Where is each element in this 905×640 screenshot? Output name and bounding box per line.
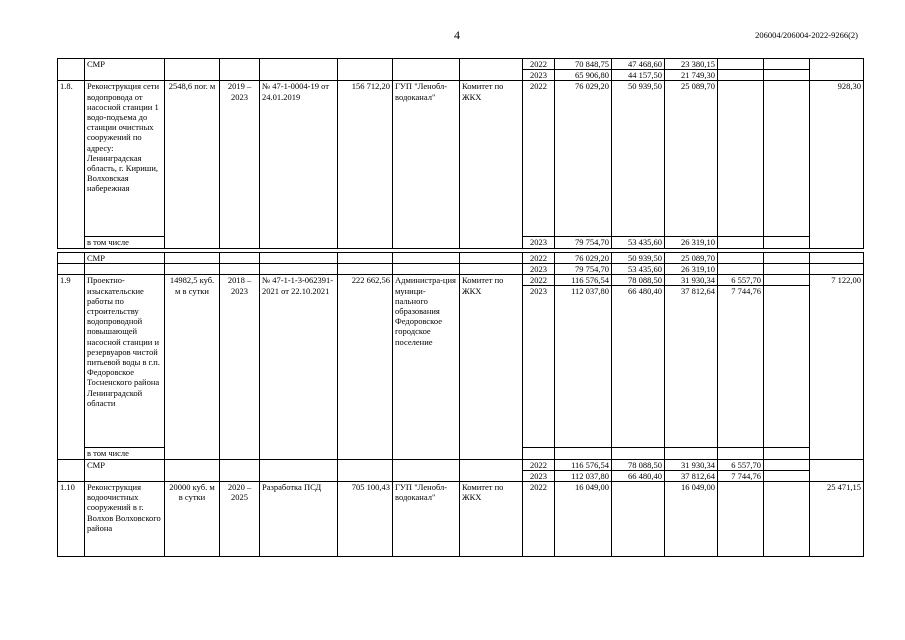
cell-value: 78 088,50 [612, 275, 664, 286]
cell-value: 23 380,15 [665, 59, 718, 70]
cell-value: 31 930,34 [665, 459, 718, 470]
cell-year: 2023 [523, 237, 555, 248]
cell-period: 2019 – 2023 [220, 81, 260, 248]
cell-value: 53 435,60 [612, 237, 665, 248]
cell-total: 25 471,15 [810, 482, 864, 557]
cell-in-total-label: в том числе [85, 237, 165, 248]
cell-object-name: Реконструкция водоочистных сооружений в г. Волхов Волховского района [85, 482, 165, 557]
cell-value: 21 749,30 [665, 70, 718, 81]
cell-value: 25 089,70 [665, 253, 718, 264]
document-reference: 206004/206004-2022-9266(2) [755, 30, 858, 40]
cell-value: 53 435,60 [612, 264, 665, 275]
cell-value: 16 049,00 [665, 482, 718, 557]
cell-value: 70 848,75 [555, 59, 612, 70]
cell-value: 26 319,10 [665, 237, 718, 248]
table-row [58, 459, 864, 470]
cell-object-name: Реконструкция сети водопровода от насосной станции 1 водо-подъема до станции очистных сооружений по адресу: Ленинградская область, г. Кириши, Волховская набережная [85, 81, 165, 237]
cell-value: 31 930,34 [665, 275, 717, 286]
cell-value: 116 576,54 [555, 275, 611, 286]
cell-total: 928,30 [810, 81, 864, 248]
cell-year: 2022 [523, 459, 555, 470]
cell-value: 79 754,70 [555, 237, 612, 248]
cell-value: 76 029,20 [555, 81, 612, 237]
cell-value: 6 557,70 [718, 275, 763, 286]
cell-value: 76 029,20 [555, 253, 612, 264]
cell-cost: 156 712,20 [338, 81, 393, 248]
cell-smr-label: СМР [85, 459, 165, 481]
cell-document: Разработка ПСД [260, 482, 338, 557]
cell-object-name: Проектно-изыскательские работы по строительству водопроводной повышающей насосной станции и резервуаров чистой питьевой воды в г.п. Федоровское Тосненского района Ленинградской области [85, 275, 165, 448]
cell-year: 2022 [523, 81, 555, 237]
cell-value: 50 939,50 [612, 81, 665, 237]
table-row [58, 264, 864, 275]
table-row [58, 482, 864, 557]
table-row [58, 59, 864, 70]
page-number: 4 [454, 28, 460, 42]
table-row [58, 81, 864, 237]
cell-customer: ГУП "Ленобл-водоканал" [393, 81, 460, 248]
cell-period: 2018 – 2023 [220, 275, 260, 459]
cell-document: № 47-1-0004-19 от 24.01.2019 [260, 81, 338, 248]
cell-year: 2023 [523, 470, 555, 481]
cell-cost: 222 662,56 [338, 275, 393, 459]
cell-value: 66 480,40 [628, 286, 662, 297]
cell-value: 44 157,50 [612, 70, 665, 81]
cell-value: 6 557,70 [718, 459, 764, 470]
cell-value: 78 088,50 [612, 459, 665, 470]
cell-year: 2023 [523, 70, 555, 81]
cell-smr-label: СМР [85, 59, 165, 81]
cell-capacity: 20000 куб. м в сутки [165, 482, 220, 557]
cell-year: 2023 [523, 264, 555, 275]
cell-value: 65 906,80 [555, 70, 612, 81]
cell-item-number: 1.8. [58, 81, 85, 248]
cell-value: 112 037,80 [555, 470, 612, 481]
investment-table-continued [57, 252, 864, 557]
cell-value: 66 480,40 [612, 470, 665, 481]
cell-year: 2022 [523, 482, 555, 557]
cell-value: 79 754,70 [555, 264, 612, 275]
cell-cost: 705 100,43 [338, 482, 393, 557]
cell-value: 116 576,54 [555, 459, 612, 470]
cell-value: 112 037,80 [571, 286, 609, 297]
cell-value: 37 812,64 [681, 286, 715, 297]
cell-customer: Администра-ция муници-пального образования Федоровское городское поселение [393, 275, 460, 459]
cell-period: 2020 – 2025 [220, 482, 260, 557]
table-row [58, 275, 864, 448]
cell-value: 7 744,76 [731, 286, 761, 297]
cell-value: 47 468,60 [612, 59, 665, 70]
cell-item-number: 1.10 [58, 482, 85, 557]
cell-value: 50 939,50 [612, 253, 665, 264]
cell-customer: ГУП "Ленобл-водоканал" [393, 482, 460, 557]
cell-total: 7 122,00 [810, 275, 864, 459]
cell-administrator: Комитет по ЖКХ [460, 482, 523, 557]
cell-value: 16 049,00 [555, 482, 612, 557]
cell-item-number: 1.9 [58, 275, 85, 459]
cell-year: 2022 [523, 253, 555, 264]
cell-value: 25 089,70 [665, 81, 718, 237]
cell-administrator: Комитет по ЖКХ [460, 275, 523, 459]
table-row [58, 253, 864, 264]
cell-year: 2023 [530, 286, 547, 297]
cell-value: 26 319,10 [665, 264, 718, 275]
cell-capacity: 2548,6 пог. м [165, 81, 220, 248]
cell-in-total-label: в том числе [85, 448, 165, 459]
cell-value: 37 812,64 [665, 470, 718, 481]
cell-document: № 47-1-1-3-062391-2021 от 22.10.2021 [260, 275, 338, 459]
cell-capacity: 14982,5 куб. м в сутки [165, 275, 220, 459]
investment-table [57, 58, 864, 249]
cell-administrator: Комитет по ЖКХ [460, 81, 523, 248]
cell-value: 7 744,76 [718, 470, 764, 481]
cell-year: 2022 [523, 275, 554, 286]
cell-smr-label: СМР [85, 253, 165, 264]
cell-year: 2022 [523, 59, 555, 70]
